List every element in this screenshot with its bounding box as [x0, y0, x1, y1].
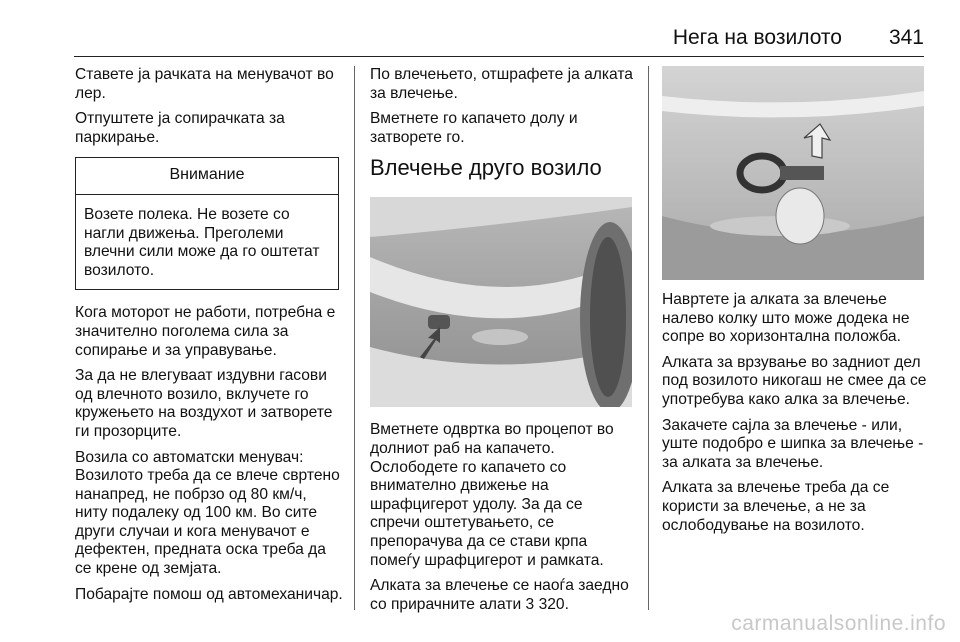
- paragraph: Возила со автоматски менувач: Возилото треба да се влече свртено нанапред, не побрзо од 80 км/ч, ниту подалеку од 100 км. Во сите други случаи и кога менувачот е дефектен, предната оска треба да се крене од земјата.: [75, 448, 340, 578]
- page-title: Нега на возилото: [672, 26, 842, 49]
- bumper-cover-drawing: [370, 197, 632, 407]
- warning-heading: Внимание: [76, 158, 338, 195]
- paragraph-text: Алката за влечење се наоѓа заедно со прирачните алати: [370, 577, 629, 613]
- paragraph: За да не влегуваат издувни гасови од влечното возило, вклучете го кружењето на воздухот и затворете ги прозорците.: [75, 367, 333, 440]
- page-reference: 320.: [538, 595, 569, 613]
- paragraph: Вметнете го капачето долу и затворете го.: [370, 110, 578, 146]
- column-2: [370, 66, 634, 621]
- page-number: 341: [888, 26, 924, 49]
- watermark: carmanualsonline.info: [731, 612, 946, 635]
- paragraph: Навртете ја алката за влечење налево колку што може додека не сопре во хоризонтална положба.: [662, 291, 910, 346]
- paragraph: Вметнете одвртка во процепот во долниот раб на капачето. Ослободете го капачето со внимателно движење на шрафцигерот удолу. За да се спречи оштетувањето, се препорачува да се стави крпа помеѓу шрафцигерот и рамката.: [370, 421, 614, 569]
- paragraph: Закачете сајла за влечење - или, уште подобро е шипка за влечење - за алката за влечење.: [662, 416, 924, 471]
- towing-eye-illustration: [662, 66, 924, 280]
- bumper-cover-illustration: [370, 197, 632, 407]
- page-header: [74, 22, 924, 57]
- paragraph: По влечењето, отшрафете ја алката за влечење.: [370, 66, 633, 102]
- paragraph: Отпуштете ја сопирачката за паркирање.: [75, 110, 285, 146]
- section-heading: Влечење друго возило: [370, 155, 602, 181]
- column-3: [662, 291, 932, 542]
- paragraph: Кога моторот не работи, потребна е значително поголема сила за сопирање и за управување.: [75, 304, 336, 359]
- paragraph: Алката за влечење треба да се користи за влечење, а не за ослободување на возилото.: [662, 479, 890, 534]
- warning-text: Возете полека. Не возете со нагли движења. Преголеми влечни сили може да го оштетат возилото.: [84, 205, 320, 279]
- paragraph: Ставете ја рачката на менувачот во лер.: [75, 66, 334, 102]
- column-1: [75, 66, 343, 611]
- towing-eye-drawing: [662, 66, 924, 280]
- paragraph: [370, 577, 634, 614]
- column-divider: [648, 66, 649, 610]
- cover-slot-shape: [428, 315, 450, 329]
- cover-cap-shape: [776, 188, 824, 244]
- page-reference-icon: 3: [525, 595, 535, 613]
- paragraph: Побарајте помош од автомеханичар.: [75, 585, 343, 603]
- paragraph: Алката за врзување во задниот дел под возилото никогаш не смее да се употребува како алка за влечење.: [662, 353, 927, 408]
- column-divider: [354, 66, 355, 610]
- warning-box: [75, 157, 339, 290]
